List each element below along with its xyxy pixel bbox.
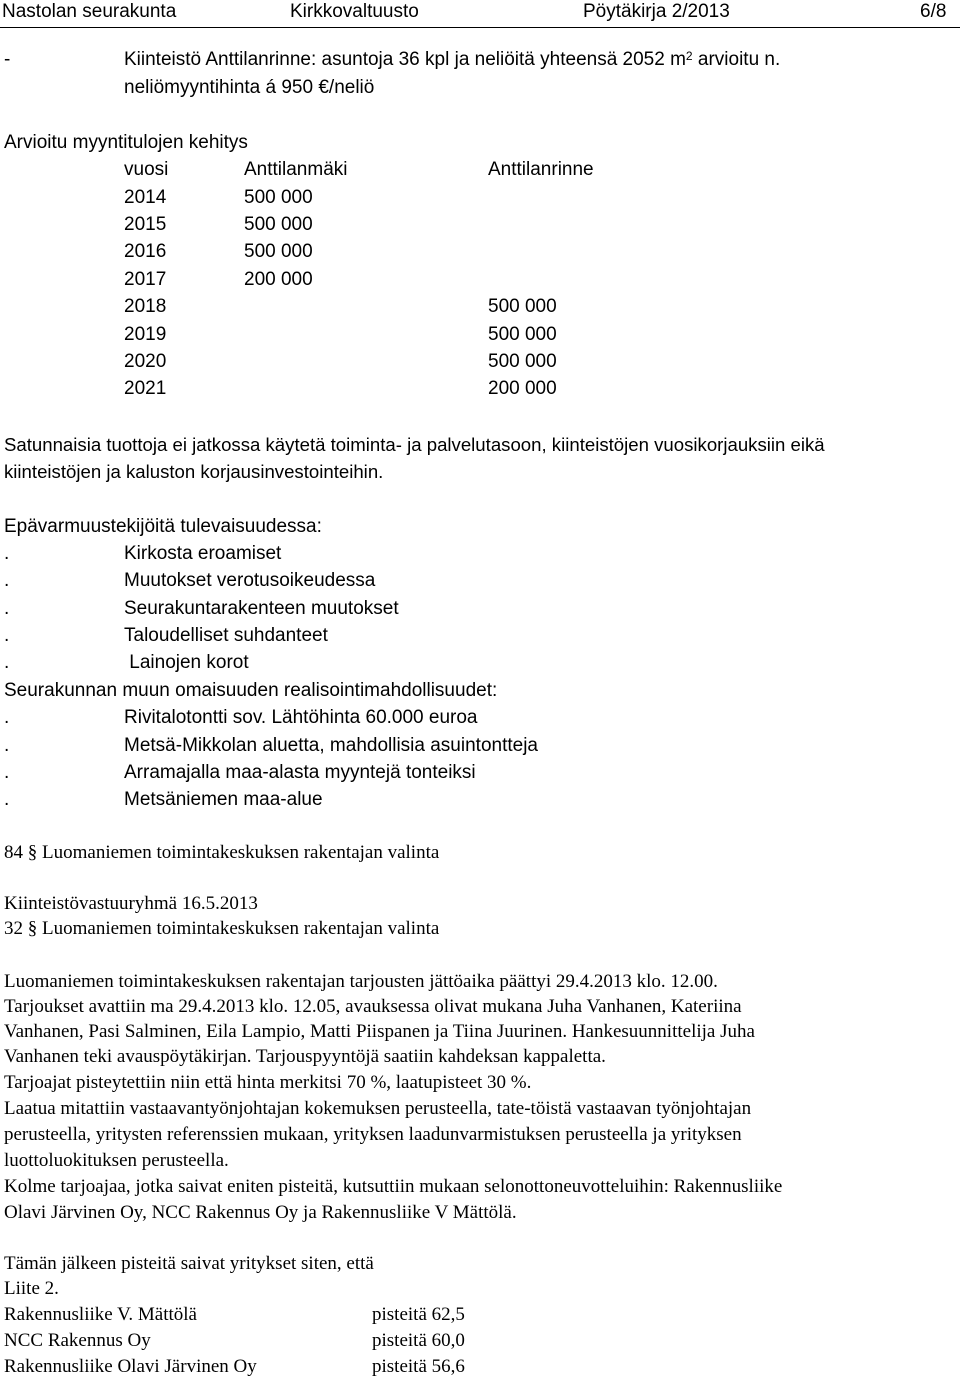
score-points: pisteitä 62,5 xyxy=(372,1304,465,1325)
body-line: Tarjoukset avattiin ma 29.4.2013 klo. 12.05, avauksessa olivat mukana Juha Vanhanen, Kateriina xyxy=(4,996,742,1017)
body-line: Luomaniemen toimintakeskuksen rakentajan tarjousten jättöaika päättyi 29.4.2013 klo. 12.00. xyxy=(4,971,718,992)
table-cell-anttilanrinne: 500 000 xyxy=(488,324,557,345)
section-84-heading: 84 § Luomaniemen toimintakeskuksen rakentajan valinta xyxy=(4,842,440,863)
header-page-number: 6/8 xyxy=(920,1,947,22)
table-cell-year: 2014 xyxy=(124,187,167,208)
uncertainty-title: Epävarmuustekijöitä tulevaisuudessa: xyxy=(4,516,322,537)
table-cell-year: 2021 xyxy=(124,378,167,399)
bullet: . xyxy=(4,735,10,756)
body-line: Tarjoajat pisteytettiin niin että hinta merkitsi 70 %, laatupisteet 30 %. xyxy=(4,1072,532,1093)
header-divider xyxy=(0,27,960,28)
table-cell-year: 2018 xyxy=(124,296,167,317)
list-item: Rivitalotontti sov. Lähtöhinta 60.000 euroa xyxy=(124,707,478,728)
list-item: Seurakuntarakenteen muutokset xyxy=(124,598,399,619)
list-item: Metsä-Mikkolan aluetta, mahdollisia asuintontteja xyxy=(124,735,538,756)
body-line: luottoluokituksen perusteella. xyxy=(4,1150,229,1171)
intro-line-1 xyxy=(124,48,780,72)
assets-title: Seurakunnan muun omaisuuden realisointimahdollisuudet: xyxy=(4,680,498,701)
intro-line-1-text: Kiinteistö Anttilanrinne: asuntoja 36 kpl ja neliöitä yhteensä 2052 m xyxy=(124,49,686,70)
note-line-2: kiinteistöjen ja kaluston korjausinvestointeihin. xyxy=(4,461,384,482)
table-cell-anttilanrinne: 200 000 xyxy=(488,378,557,399)
list-item: Metsäniemen maa-alue xyxy=(124,789,323,810)
table-cell-year: 2017 xyxy=(124,269,167,290)
score-points: pisteitä 60,0 xyxy=(372,1330,465,1351)
table-cell-anttilanmaki: 500 000 xyxy=(244,187,313,208)
body-line: perusteella, yritysten referenssien mukaan, yrityksen laadunvarmistuksen perusteella ja yrityksen xyxy=(4,1124,742,1145)
table-cell-anttilanrinne: 500 000 xyxy=(488,351,557,372)
score-company: Rakennusliike V. Mättölä xyxy=(4,1304,197,1325)
section-32-heading: 32 § Luomaniemen toimintakeskuksen rakentajan valinta xyxy=(4,918,440,939)
note-line-1: Satunnaisia tuottoja ei jatkossa käytetä toiminta- ja palvelutasoon, kiinteistöjen vuosikorjauksiin eikä xyxy=(4,434,825,455)
list-item: Muutokset verotusoikeudessa xyxy=(124,570,376,591)
table-cell-anttilanmaki: 500 000 xyxy=(244,241,313,262)
body-line: Laatua mitattiin vastaavantyönjohtajan kokemuksen perusteella, tate-töistä vastaavan työnjohtajan xyxy=(4,1098,752,1119)
list-dash: - xyxy=(4,49,11,70)
score-company: NCC Rakennus Oy xyxy=(4,1330,151,1351)
bullet: . xyxy=(4,652,10,673)
column-header-anttilanrinne: Anttilanrinne xyxy=(488,159,594,180)
revenue-title: Arvioitu myyntitulojen kehitys xyxy=(4,132,248,153)
page-header xyxy=(0,0,960,24)
superscript: 2 xyxy=(685,49,693,63)
attachment-reference: Liite 2. xyxy=(4,1278,59,1299)
body-line: Vanhanen, Pasi Salminen, Eila Lampio, Matti Piispanen ja Tiina Juurinen. Hankesuunnittelija Juha xyxy=(4,1021,755,1042)
bullet: . xyxy=(4,762,10,783)
bullet: . xyxy=(4,625,10,646)
table-cell-year: 2019 xyxy=(124,324,167,345)
list-item: Kirkosta eroamiset xyxy=(124,543,282,564)
header-body: Kirkkovaltuusto xyxy=(290,1,419,22)
table-cell-year: 2016 xyxy=(124,241,167,262)
table-cell-year: 2015 xyxy=(124,214,167,235)
bullet: . xyxy=(4,789,10,810)
intro-line-2: neliömyyntihinta á 950 €/neliö xyxy=(124,77,375,98)
bullet: . xyxy=(4,707,10,728)
body-line: Olavi Järvinen Oy, NCC Rakennus Oy ja Rakennusliike V Mättölä. xyxy=(4,1202,517,1223)
score-points: pisteitä 56,6 xyxy=(372,1356,465,1377)
table-cell-anttilanrinne: 500 000 xyxy=(488,296,557,317)
column-header-anttilanmaki: Anttilanmäki xyxy=(244,159,348,180)
intro-line-1-end: arvioitu n. xyxy=(692,49,781,70)
list-item: Taloudelliset suhdanteet xyxy=(124,625,328,646)
score-company: Rakennusliike Olavi Järvinen Oy xyxy=(4,1356,257,1377)
committee-heading: Kiinteistövastuuryhmä 16.5.2013 xyxy=(4,893,258,914)
table-cell-anttilanmaki: 200 000 xyxy=(244,269,313,290)
body-line: Vanhanen teki avauspöytäkirjan. Tarjouspyyntöjä saatiin kahdeksan kappaletta. xyxy=(4,1046,606,1067)
list-item: Lainojen korot xyxy=(124,652,249,673)
bullet: . xyxy=(4,598,10,619)
header-organization: Nastolan seurakunta xyxy=(2,1,177,22)
column-header-year: vuosi xyxy=(124,159,169,180)
bullet: . xyxy=(4,543,10,564)
list-item: Arramajalla maa-alasta myyntejä tonteiksi xyxy=(124,762,476,783)
scores-intro: Tämän jälkeen pisteitä saivat yritykset siten, että xyxy=(4,1253,374,1274)
table-cell-year: 2020 xyxy=(124,351,167,372)
body-line: Kolme tarjoajaa, jotka saivat eniten pisteitä, kutsuttiin mukaan selonottoneuvotteluihin: Rakennusliike xyxy=(4,1176,783,1197)
header-document: Pöytäkirja 2/2013 xyxy=(583,1,730,22)
bullet: . xyxy=(4,570,10,591)
table-cell-anttilanmaki: 500 000 xyxy=(244,214,313,235)
